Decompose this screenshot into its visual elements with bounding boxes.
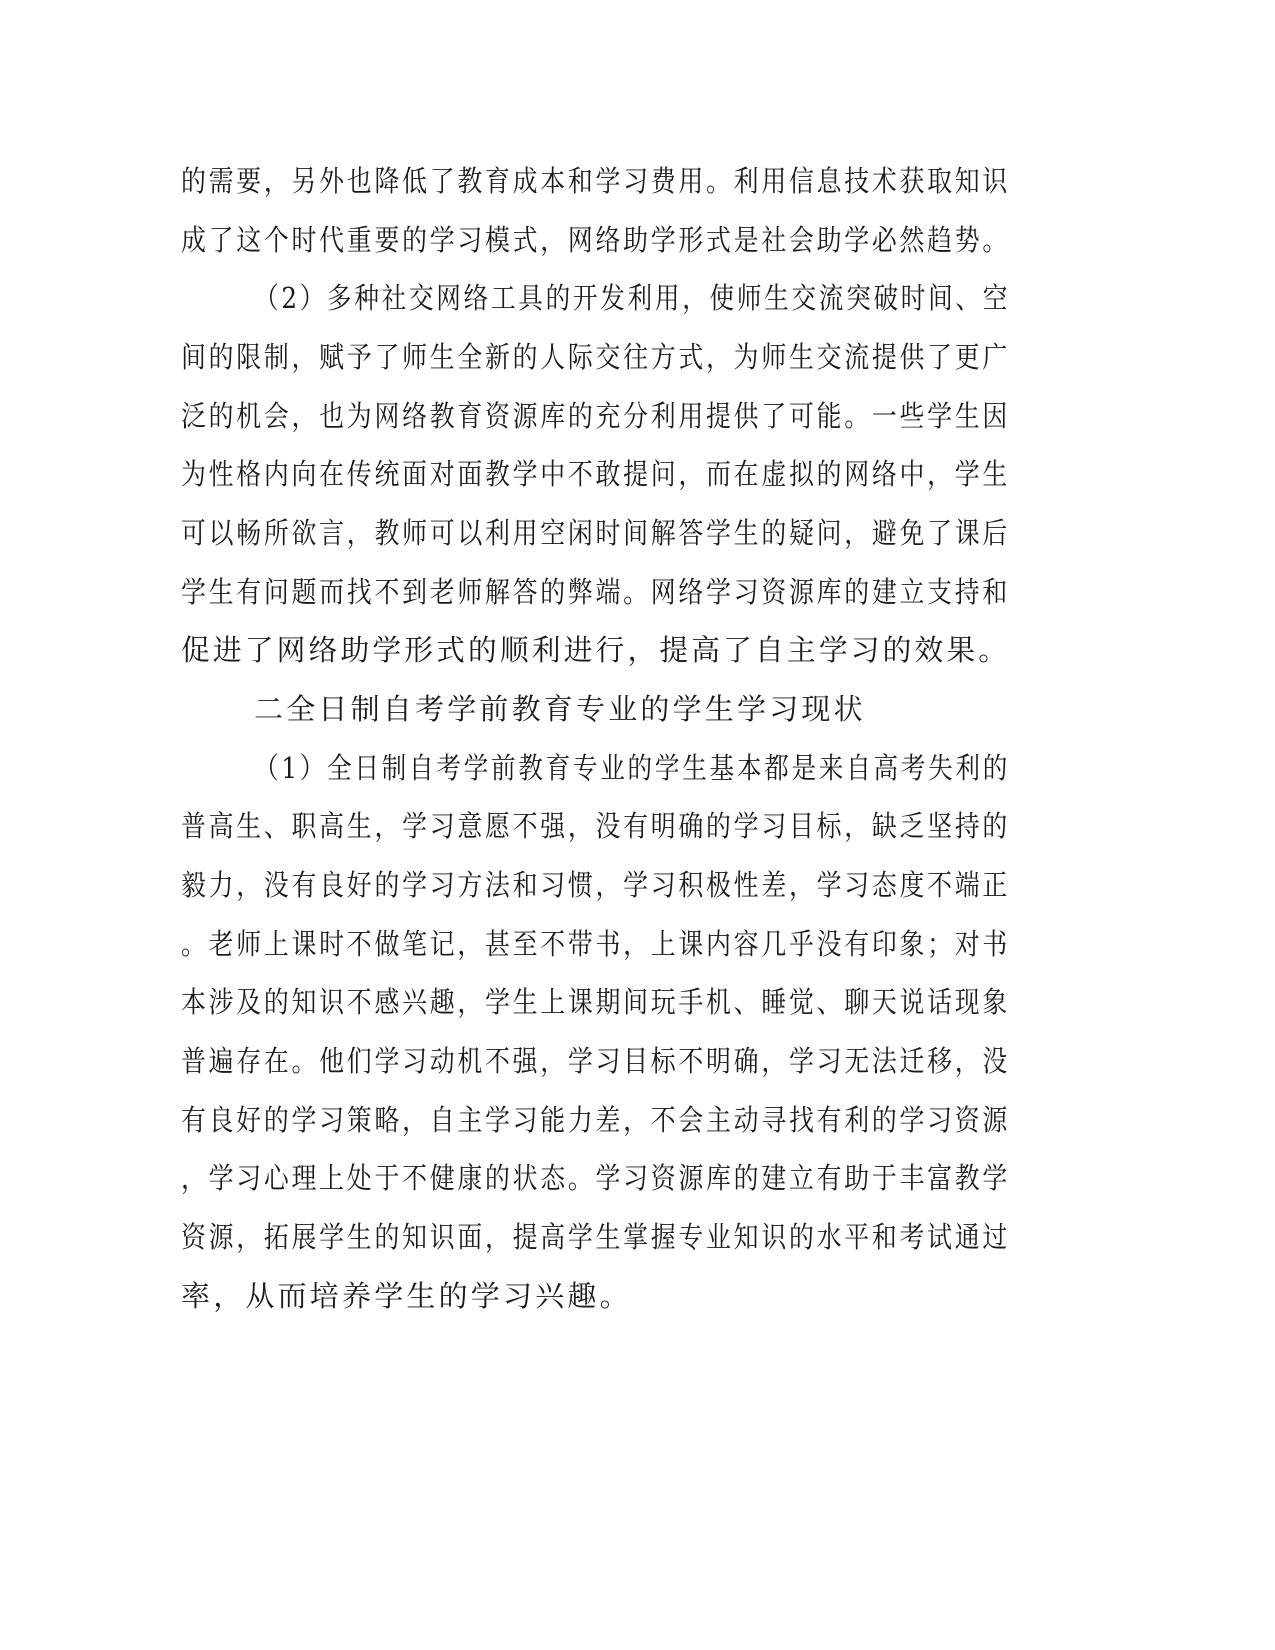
body-text-line: 普高生、职高生，学习意愿不强，没有明确的学习目标，缺乏坚持的 (181, 809, 1011, 843)
body-text-line: 可以畅所欲言，教师可以利用空闲时间解答学生的疑问，避免了课后 (181, 516, 1011, 550)
body-text-line: 资源，拓展学生的知识面，提高学生掌握专业知识的水平和考试通过 (181, 1220, 1011, 1254)
body-text-line: （2）多种社交网络工具的开发利用，使师生交流突破时间、空 (254, 281, 1011, 315)
body-text-line: 间的限制，赋予了师生全新的人际交往方式，为师生交流提供了更广 (181, 340, 1011, 374)
body-text-line: 泛的机会，也为网络教育资源库的充分利用提供了可能。一些学生因 (181, 399, 1011, 433)
body-text-line: 本涉及的知识不感兴趣，学生上课期间玩手机、睡觉、聊天说话现象 (181, 985, 1011, 1019)
body-text-line: 有良好的学习策略，自主学习能力差，不会主动寻找有利的学习资源 (181, 1103, 1011, 1137)
body-text-line: ，学习心理上处于不健康的状态。学习资源库的建立有助于丰富教学 (181, 1161, 1011, 1195)
body-text-line: 毅力，没有良好的学习方法和习惯，学习积极性差，学习态度不端正 (181, 868, 1011, 902)
body-text-line: 。老师上课时不做笔记，甚至不带书，上课内容几乎没有印象；对书 (181, 927, 1011, 961)
body-text-line: 促进了网络助学形式的顺利进行，提高了自主学习的效果。 (181, 633, 1011, 667)
body-text-line: 学生有问题而找不到老师解答的弊端。网络学习资源库的建立支持和 (181, 575, 1011, 609)
body-text-line: 成了这个时代重要的学习模式，网络助学形式是社会助学必然趋势。 (181, 223, 1011, 257)
body-text-line: （1）全日制自考学前教育专业的学生基本都是来自高考失利的 (254, 751, 1011, 785)
body-text-line: 率，从而培养学生的学习兴趣。 (181, 1279, 632, 1313)
body-text-line: 普遍存在。他们学习动机不强，学习目标不明确，学习无法迁移，没 (181, 1044, 1011, 1078)
body-text-line: 为性格内向在传统面对面教学中不敢提问，而在虚拟的网络中，学生 (181, 457, 1011, 491)
section-heading: 二全日制自考学前教育专业的学生学习现状 (254, 692, 866, 726)
body-text-line: 的需要，另外也降低了教育成本和学习费用。利用信息技术获取知识 (181, 164, 1011, 198)
